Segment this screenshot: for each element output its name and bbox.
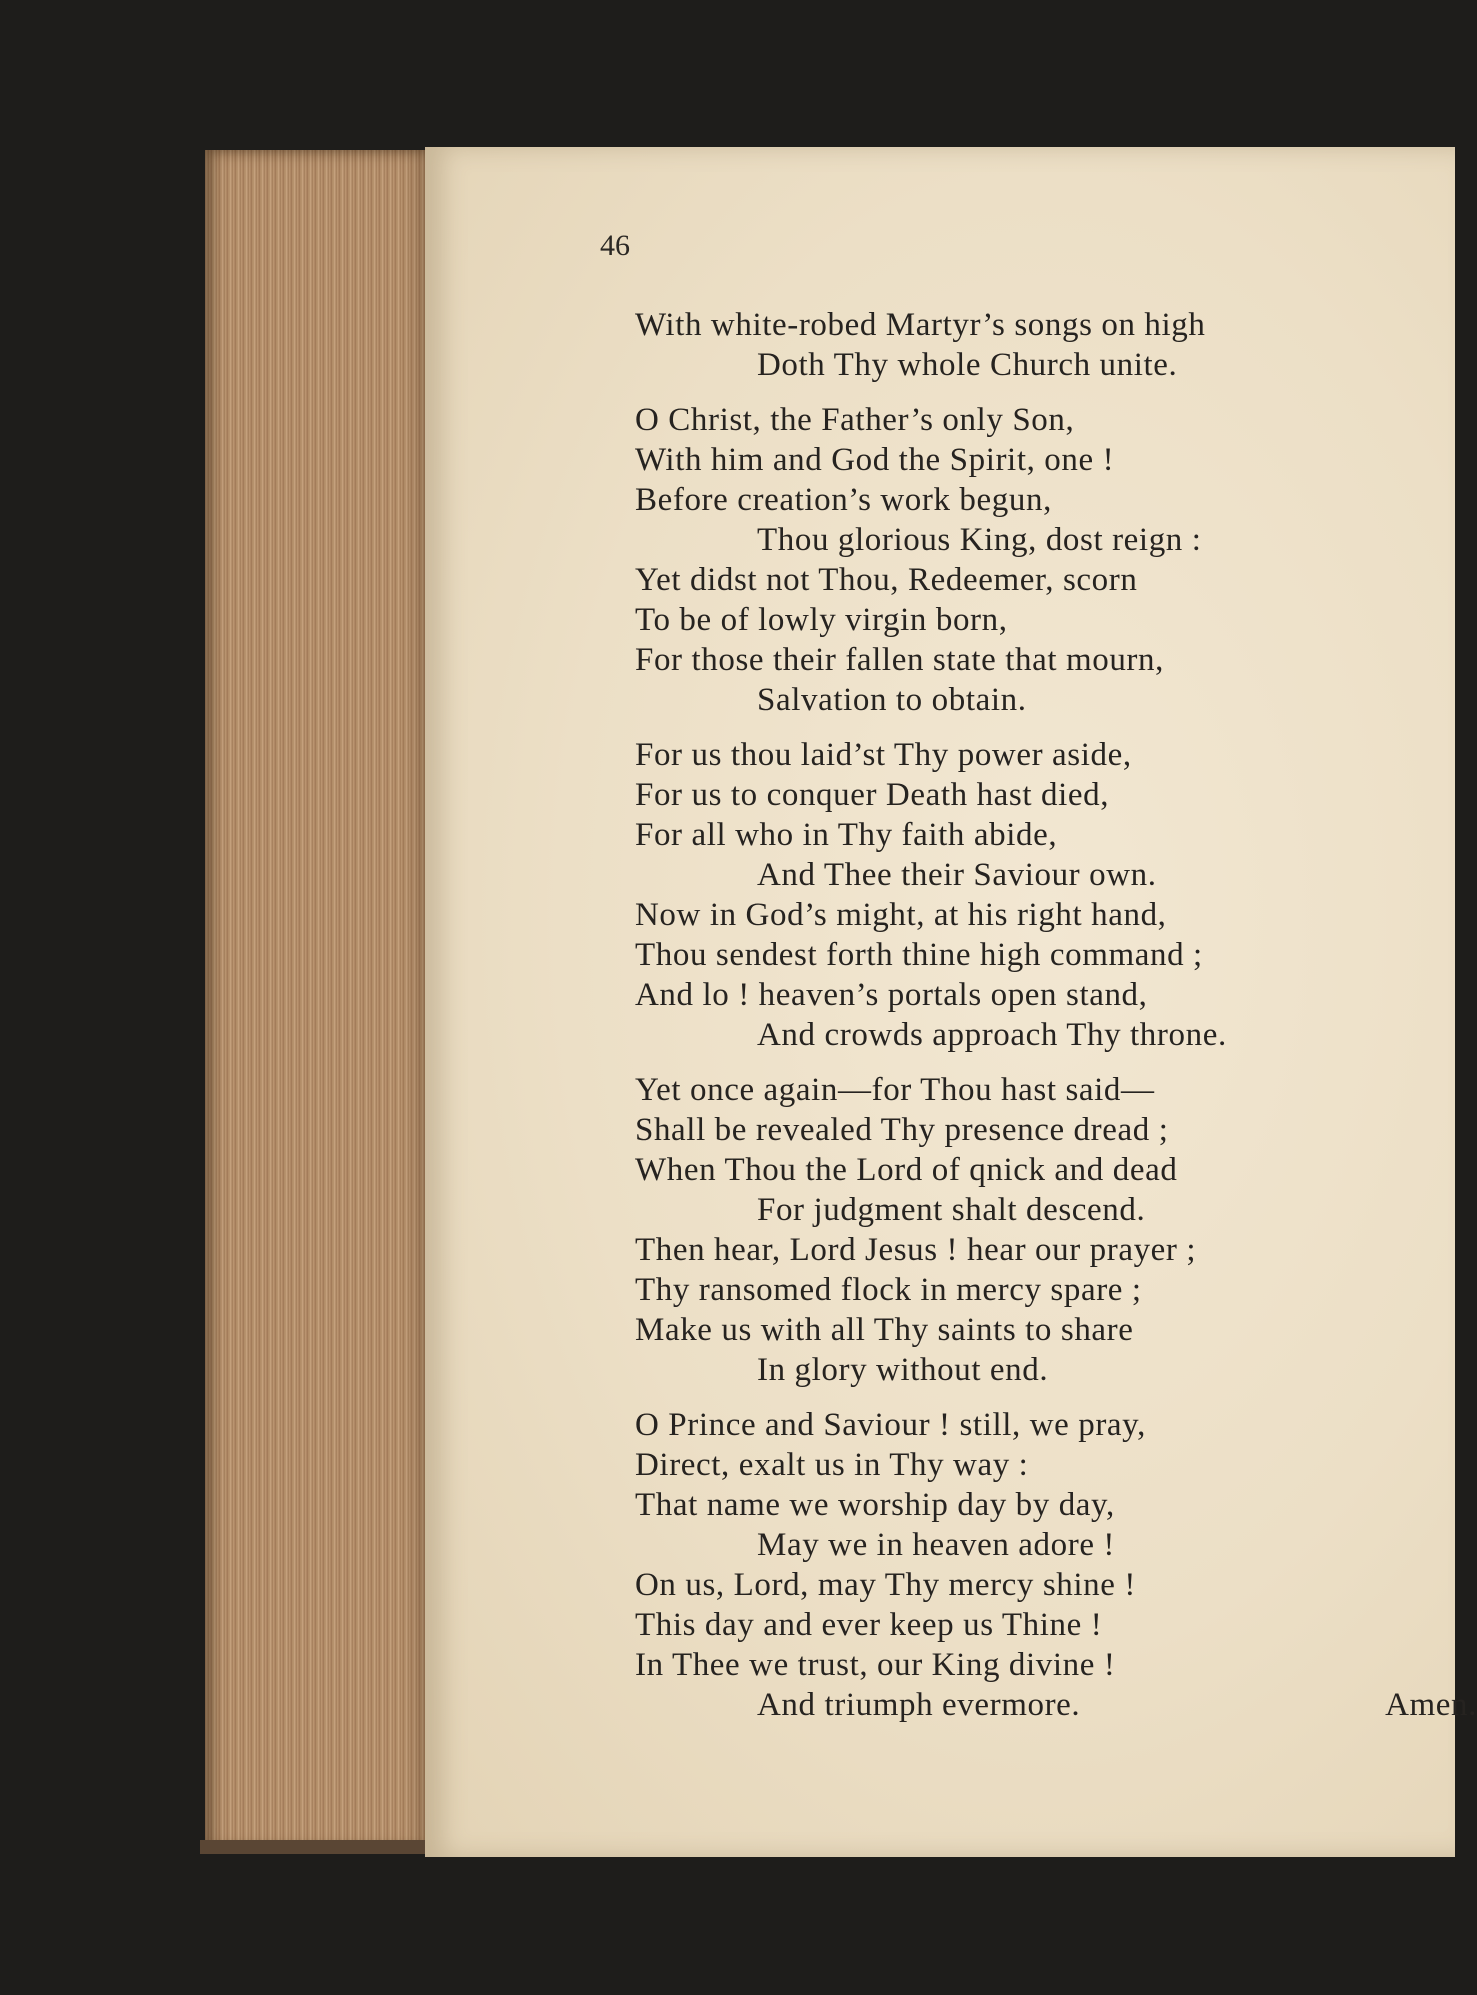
verse-line: Thou sendest forth thine high command ;: [635, 937, 1203, 973]
verse-line: On us, Lord, may Thy mercy shine !: [635, 1567, 1136, 1603]
amen: Amen.: [1385, 1687, 1477, 1723]
verse-line: And crowds approach Thy throne.: [757, 1017, 1227, 1053]
verse-line: To be of lowly virgin born,: [635, 602, 1008, 638]
verse-line: Now in God’s might, at his right hand,: [635, 897, 1167, 933]
verse-line: For judgment shalt descend.: [757, 1192, 1146, 1228]
stanza: [635, 1070, 1455, 1390]
verse-line: In Thee we trust, our King divine !: [635, 1647, 1116, 1683]
verse-line: Salvation to obtain.: [757, 682, 1027, 718]
verse-line: O Christ, the Father’s only Son,: [635, 402, 1075, 438]
book-cover-edge: [200, 1840, 445, 1854]
verse-line: Before creation’s work begun,: [635, 482, 1052, 518]
verse-line: Doth Thy whole Church unite.: [757, 347, 1178, 383]
book-page: [425, 147, 1477, 1857]
verse-line: This day and ever keep us Thine !: [635, 1607, 1103, 1643]
verse-line: That name we worship day by day,: [635, 1487, 1115, 1523]
verse-line: And Thee their Saviour own.: [757, 857, 1157, 893]
verse-line: Shall be revealed Thy presence dread ;: [635, 1112, 1169, 1148]
verse-line: When Thou the Lord of qnick and dead: [635, 1152, 1178, 1188]
verse-line: Make us with all Thy saints to share: [635, 1312, 1134, 1348]
verse-line: And lo ! heaven’s portals open stand,: [635, 977, 1148, 1013]
final-line-row: [635, 1685, 1477, 1725]
page-number: 46: [600, 229, 630, 262]
verse-line: May we in heaven adore !: [757, 1527, 1115, 1563]
stanza-list: [635, 305, 1455, 1685]
verse-line: For those their fallen state that mourn,: [635, 642, 1164, 678]
verse-line: Thy ransomed flock in mercy spare ;: [635, 1272, 1142, 1308]
verse-line: Yet didst not Thou, Redeemer, scorn: [635, 562, 1138, 598]
hymn-text: [635, 305, 1477, 1725]
page-edges: [205, 150, 430, 1850]
stanza: [635, 305, 1455, 385]
verse-line: Yet once again—for Thou hast said—: [635, 1072, 1155, 1108]
verse-line: For all who in Thy faith abide,: [635, 817, 1058, 853]
verse-line: Then hear, Lord Jesus ! hear our prayer ;: [635, 1232, 1197, 1268]
final-line-group: [757, 1685, 1477, 1725]
stanza: [635, 400, 1455, 720]
stanza: [635, 1405, 1455, 1685]
verse-line: O Prince and Saviour ! still, we pray,: [635, 1407, 1146, 1443]
verse-line: In glory without end.: [757, 1352, 1049, 1388]
verse-line: For us thou laid’st Thy power aside,: [635, 737, 1132, 773]
verse-line: With him and God the Spirit, one !: [635, 442, 1115, 478]
final-line: And triumph evermore.: [757, 1687, 1081, 1723]
verse-line: For us to conquer Death hast died,: [635, 777, 1110, 813]
verse-line: Direct, exalt us in Thy way :: [635, 1447, 1029, 1483]
verse-line: With white-robed Martyr’s songs on high: [635, 307, 1206, 343]
stanza: [635, 735, 1455, 1055]
verse-line: Thou glorious King, dost reign :: [757, 522, 1202, 558]
